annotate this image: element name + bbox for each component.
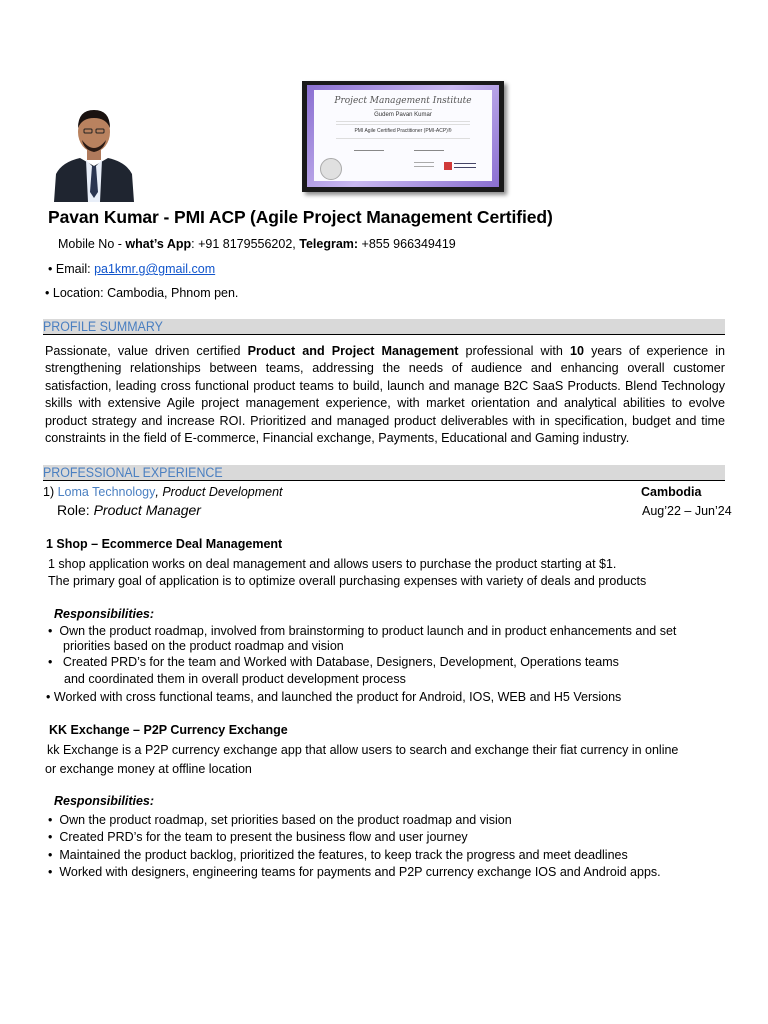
whatsapp-number: : +91 8179556202, xyxy=(191,237,300,251)
section-heading: PROFESSIONAL EXPERIENCE xyxy=(43,465,223,480)
job-dates: Aug’22 – Jun’24 xyxy=(642,504,732,518)
profile-text-bold-2: 10 xyxy=(569,344,584,358)
project-title: 1 Shop – Ecommerce Deal Management xyxy=(46,537,283,551)
list-item xyxy=(48,654,619,671)
company-name: Loma Technology xyxy=(57,485,156,499)
profile-text-3: years of experience in strengthening relationships between teams, addressing the needs of audience and enhancing overall customer satisfaction, leading cross functional product teams to build, launch and manage B2C SaaS Products. Blend Technology skills with extensive Agile project management experience, with market orientation and analytical abilities to evolve product strategy and increase ROI. Prioritized and managed product deliverables with in specification, budget and time constraints in the field of E-commerce, Financial exchange, Payments, Educational and Gaming industry. xyxy=(45,344,725,446)
bullet-icon: • xyxy=(48,624,53,638)
profile-text-bold-1: Product and Project Management xyxy=(247,344,459,358)
bullet-icon: • xyxy=(48,830,53,844)
certificate-credential: PMI Agile Certified Practitioner (PMI-ACP)® xyxy=(354,128,452,134)
project-description: or exchange money at offline location xyxy=(45,762,252,776)
department: , Product Development xyxy=(155,485,283,499)
certificate-image xyxy=(302,81,504,192)
role-title: Product Manager xyxy=(93,502,201,518)
job-number: 1) xyxy=(43,485,55,499)
list-item-text: Worked with cross functional teams, and launched the product for Android, IOS, WEB and H5 Versions xyxy=(53,690,622,704)
responsibilities-label: Responsibilities: xyxy=(54,607,155,621)
job-role-line xyxy=(57,501,201,519)
profile-photo xyxy=(48,102,140,202)
experience-header xyxy=(43,465,725,481)
list-item xyxy=(48,864,661,881)
bullet-icon: • xyxy=(45,286,50,300)
project-title: KK Exchange – P2P Currency Exchange xyxy=(49,723,288,737)
bullet-icon: • xyxy=(48,813,53,827)
bullet-icon: • xyxy=(46,690,51,704)
profile-text-2: professional with xyxy=(458,344,570,358)
profile-text-1: Passionate, value driven certified xyxy=(45,344,248,358)
project-description: kk Exchange is a P2P currency exchange app that allow users to search and exchange their fiat currency in online xyxy=(47,743,679,757)
list-item xyxy=(48,847,628,864)
list-item-continued: priorities based on the product roadmap and vision xyxy=(63,639,344,653)
location-line xyxy=(45,285,238,302)
profile-summary-text xyxy=(45,343,725,447)
mobile-prefix: Mobile No - xyxy=(58,237,126,251)
project-description: 1 shop application works on deal management and allows users to purchase the product starting at $1. xyxy=(48,557,617,571)
email-label: Email: xyxy=(55,262,95,276)
bullet-icon: • xyxy=(48,262,53,276)
job-country: Cambodia xyxy=(641,485,702,499)
list-item-text: Worked with designers, engineering teams for payments and P2P currency exchange IOS and Android apps. xyxy=(59,865,661,879)
telegram-label: Telegram: xyxy=(299,237,359,251)
contact-line xyxy=(58,236,456,253)
list-item xyxy=(48,829,468,846)
section-heading: PROFILE SUMMARY xyxy=(43,319,163,334)
list-item-text: Own the product roadmap, involved from brainstorming to product launch and in product enhancements and set xyxy=(59,624,677,638)
whatsapp-label: what’s App xyxy=(125,237,192,251)
bullet-icon: • xyxy=(48,865,53,879)
list-item xyxy=(48,812,512,829)
list-item-text: Created PRD’s for the team and Worked with Database, Designers, Development, Operations teams xyxy=(62,655,619,669)
page-title: Pavan Kumar - PMI ACP (Agile Project Management Certified) xyxy=(48,207,553,227)
list-item xyxy=(46,689,621,706)
profile-summary-header xyxy=(43,319,725,335)
job-company-line xyxy=(43,484,283,501)
list-item-continued: and coordinated them in overall product development process xyxy=(64,672,406,686)
list-item-text: Own the product roadmap, set priorities based on the product roadmap and vision xyxy=(59,813,512,827)
role-label: Role: xyxy=(57,502,94,518)
list-item-text: Maintained the product backlog, prioritized the features, to keep track the progress and meet deadlines xyxy=(59,848,628,862)
email-line xyxy=(48,261,215,278)
certificate-institute: Project Management Institute xyxy=(334,96,472,106)
project-description: The primary goal of application is to optimize overall purchasing expenses with variety of deals and products xyxy=(48,574,647,588)
location-text: Location: Cambodia, Phnom pen. xyxy=(52,286,239,300)
list-item-text: Created PRD’s for the team to present the business flow and user journey xyxy=(59,830,468,844)
responsibilities-label: Responsibilities: xyxy=(54,794,155,808)
bullet-icon: • xyxy=(48,655,53,669)
bullet-icon: • xyxy=(48,848,53,862)
telegram-number: +855 966349419 xyxy=(358,237,456,251)
email-link[interactable]: pa1kmr.g@gmail.com xyxy=(94,262,216,276)
certificate-recipient: Gudem Pavan Kumar xyxy=(374,112,432,118)
